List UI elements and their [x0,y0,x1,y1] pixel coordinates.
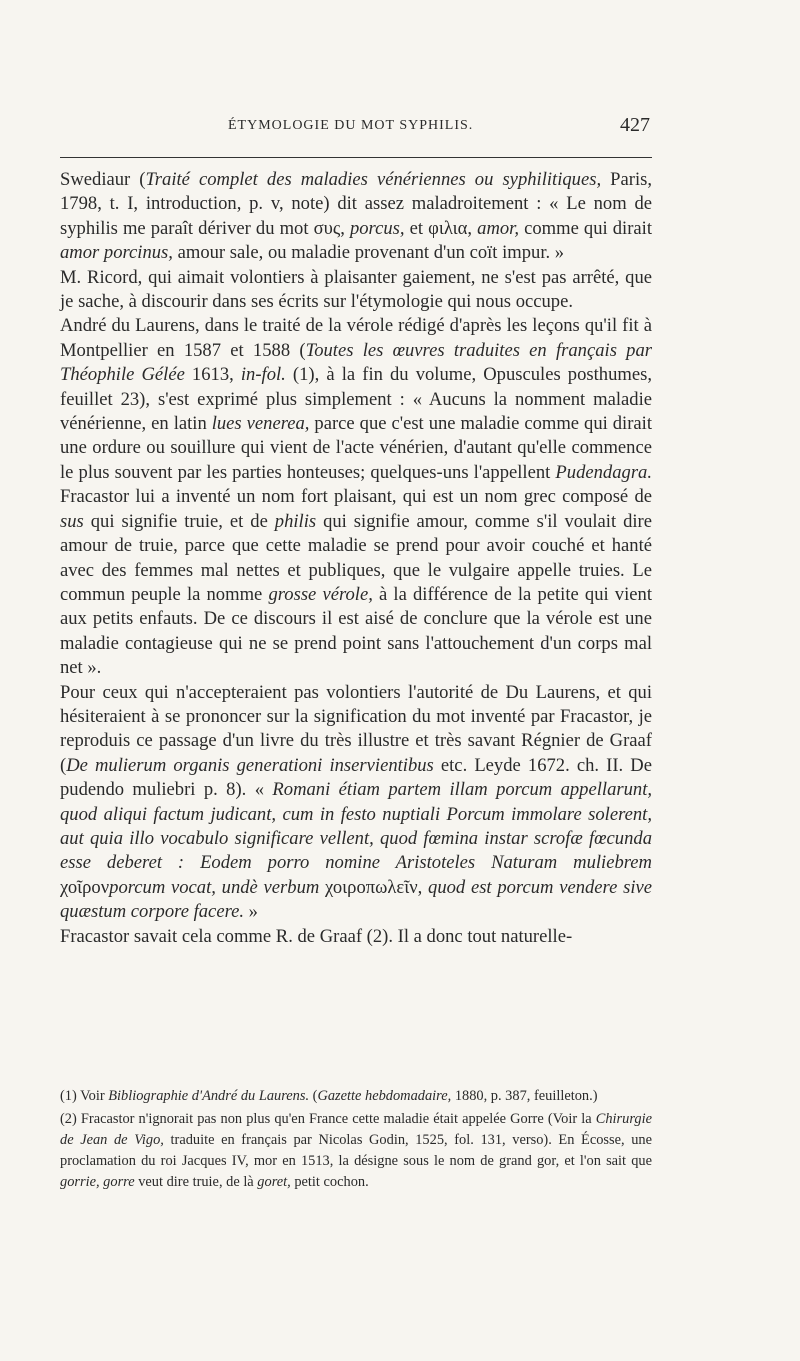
footnotes [60,1086,652,1193]
text-run: et φιλια, [404,217,478,239]
text-run: veut dire truie, de là [134,1174,258,1190]
body-text [60,168,652,949]
text-run: 1613, [184,364,241,386]
italic-run: Traité complet des maladies vénériennes ou syphilitiques, [145,169,602,190]
italic-run: Gazette hebdomadaire, [317,1088,452,1104]
running-title: ÉTYMOLOGIE DU MOT SYPHILIS. [228,118,474,133]
text-run: Pour ceux qui n'accepteraient pas volontiers l'autorité de Du Laurens, et qui hésiteraient à se prononcer sur la signification du mot inventé par Fracastor, je reproduis ce passage d'un livre du très illustre et très savant Régnier de Graaf ( [60,681,652,776]
text-run: (1), à la fin du volume, Opuscules posthumes, feuillet 23), s'est exprimé plus simplement : « Aucuns la nomment maladie vénérienne, en latin [60,364,652,435]
italic-run: philis [274,510,317,532]
italic-run: Toutes les œuvres traduites en français par Théophile Gélée [60,339,653,386]
text-run: Swediaur ( [60,169,146,190]
italic-run: porcus, [349,217,405,239]
text-run: etc. Leyde 1672. ch. II. De pudendo muliebri p. 8). « [60,754,652,801]
text-run: petit cochon. [290,1174,369,1190]
italic-run: porcum vocat, undè verbum [109,876,320,898]
paragraph [60,681,652,925]
footnote [60,1086,652,1107]
text-run: ( [309,1088,318,1104]
italic-run: Bibliographie d'André du Laurens. [108,1088,310,1104]
text-run: Fracastor lui a inventé un nom fort plaisant, qui est un nom grec composé de [60,486,652,508]
italic-run: goret, [257,1174,291,1190]
text-run: amour sale, ou maladie provenant d'un coït impur. » [172,242,565,264]
text-run: Paris, 1798, t. I, introduction, p. v, note) dit assez maladroitement : « Le nom de syphilis me paraît dériver du mot συς, [60,169,652,239]
text-run: (1) Voir [60,1088,109,1104]
text-run: χοῖρον [60,876,110,898]
italic-run: grosse vérole, [268,583,373,605]
italic-run: amor porcinus, [60,242,173,264]
italic-run: gorrie, gorre [60,1174,135,1190]
italic-run: lues venerea, [211,413,310,435]
text-run: qui signifie truie, et de [83,510,275,532]
italic-run: quod est porcum vendere sive quæstum corpore facere. [60,876,652,923]
text-run: parce que c'est une maladie comme qui dirait une ordure ou souillure qui vient de l'acte vénérien, d'autant qu'elle commence le plus souvent par les parties honteuses; quelques-uns l'appellent [60,413,652,483]
text-run: (2) Fracastor n'ignorait pas non plus qu'en France cette maladie était appelée Gorre (Voir la [60,1111,596,1127]
italic-run: in-fol. [240,364,286,386]
italic-run: Chirurgie de Jean de Vigo, [60,1111,652,1148]
text-run: M. Ricord, qui aimait volontiers à plaisanter gaiement, ne s'est pas arrêté, que je sache, à discourir dans ses écrits sur l'étymologie qui nous occupe. [60,266,652,313]
text-run: à la différence de la petite qui vient aux petits enfauts. De ce discours il est aisé de conclure que la vérole est une maladie contagieuse qui ne se prend point sans l'attouchement d'un corps mal net ». [60,583,652,679]
italic-run: De mulierum organis generationi inservientibus [66,754,434,776]
italic-run: Pudendagra. [555,461,652,483]
italic-run: sus [60,510,84,532]
paragraph [60,925,652,949]
text-run: 1880, p. 387, feuilleton.) [451,1088,598,1104]
footnote [60,1109,652,1193]
header-rule [60,157,652,158]
text-run: comme qui dirait [519,217,652,239]
paragraph [60,314,652,680]
page-number: 427 [620,114,650,136]
paragraph [60,168,652,266]
text-run: traduite en français par Nicolas Godin, 1525, fol. 131, verso). En Écosse, une proclamation du roi Jacques IV, mor en 1513, la désigne sous le nom de grand gor, et l'on sait que [60,1132,652,1169]
italic-run: Romani étiam partem illam porcum appellarunt, quod aliqui factum judicant, cum in festo nuptiali Porcum immolare solerent, aut quia illo vocabulo significare vellent, quod fœmina instar scrofæ fœcunda esse deberet : Eodem porro nomine Aristoteles Naturam muliebrem [60,779,653,874]
text-run: Fracastor savait cela comme R. de Graaf (2). Il a donc tout naturelle- [60,925,573,947]
text-run: » [244,901,258,923]
italic-run: amor, [477,217,519,239]
text-run: qui signifie amour, comme s'il voulait dire amour de truie, parce que cette maladie se prend pour avoir couché et hanté avec des femmes mal nettes et publiques, que le vulgaire appelle truies. Le commun peuple la nomme [60,510,652,605]
text-run: χοιροπωλεῖν, [319,876,429,898]
text-run: André du Laurens, dans le traité de la vérole rédigé d'après les leçons qu'il fit à Montpellier en 1587 et 1588 ( [60,315,652,361]
paragraph [60,266,652,315]
